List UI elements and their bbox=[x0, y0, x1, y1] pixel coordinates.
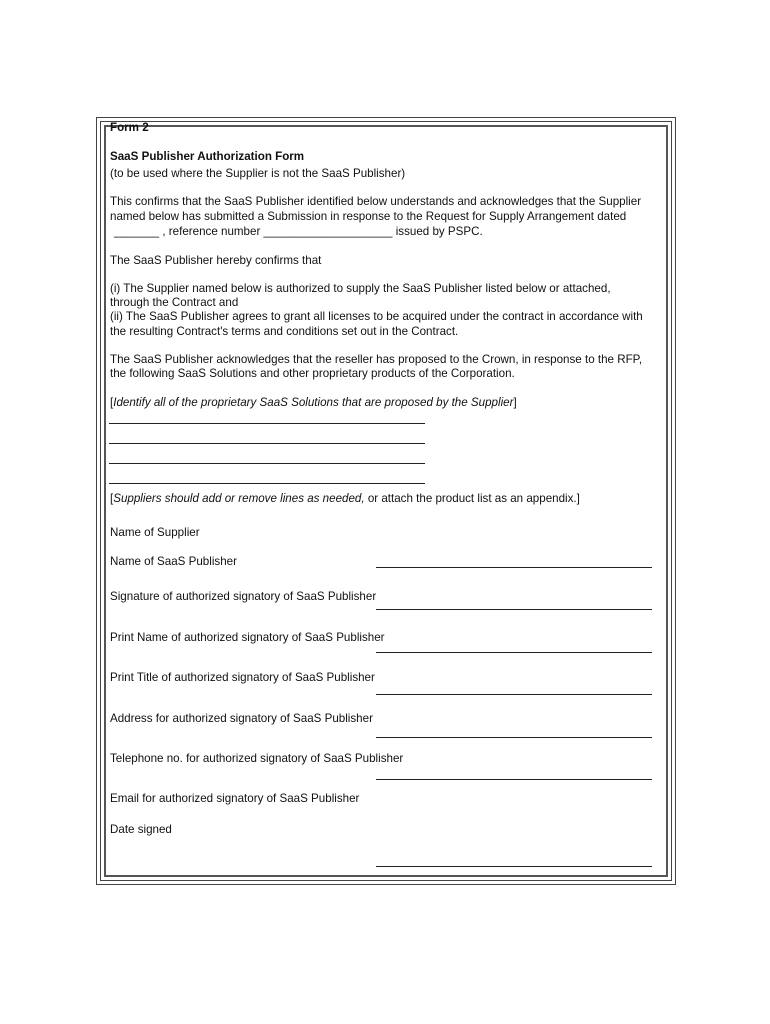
product-line-2[interactable] bbox=[109, 443, 425, 444]
acknowledge-line-2: the following SaaS Solutions and other proprietary products of the Corporation. bbox=[110, 367, 515, 380]
date-signed-line[interactable] bbox=[376, 866, 652, 867]
identify-instruction bbox=[110, 396, 517, 411]
address-label: Address for authorized signatory of SaaS Publisher bbox=[110, 712, 373, 725]
form-subtitle: (to be used where the Supplier is not the SaaS Publisher) bbox=[110, 167, 406, 180]
intro-line-3: _______ , reference number ____________________ issued by PSPC. bbox=[114, 225, 483, 238]
publisher-name-label: Name of SaaS Publisher bbox=[110, 555, 237, 568]
clause-ii-line-1: (ii) The SaaS Publisher agrees to grant all licenses to be acquired under the contract in accordance with bbox=[110, 310, 643, 323]
identify-italic-text: Identify all of the proprietary SaaS Solutions that are proposed by the Supplier bbox=[113, 396, 514, 409]
signature-line[interactable] bbox=[376, 609, 652, 610]
form-label: Form 2 bbox=[110, 121, 149, 134]
note-open-bracket: [ bbox=[110, 492, 114, 505]
supplier-name-label: Name of Supplier bbox=[110, 526, 200, 539]
publisher-name-line[interactable] bbox=[376, 567, 652, 568]
print-title-label: Print Title of authorized signatory of SaaS Publisher bbox=[110, 671, 375, 684]
product-line-3[interactable] bbox=[109, 463, 425, 464]
address-line[interactable] bbox=[376, 737, 652, 738]
confirm-heading: The SaaS Publisher hereby confirms that bbox=[110, 254, 322, 267]
suppliers-note bbox=[110, 492, 580, 507]
signature-label: Signature of authorized signatory of SaaS Publisher bbox=[110, 590, 377, 603]
clause-ii-line-2: the resulting Contract's terms and conditions set out in the Contract. bbox=[110, 325, 459, 338]
intro-line-1: This confirms that the SaaS Publisher identified below understands and acknowledges that the Supplier bbox=[110, 195, 642, 208]
identify-close-bracket: ] bbox=[513, 396, 517, 409]
identify-open-bracket: [ bbox=[110, 396, 114, 409]
print-name-label: Print Name of authorized signatory of SaaS Publisher bbox=[110, 631, 385, 644]
date-signed-label: Date signed bbox=[110, 823, 172, 836]
print-title-line[interactable] bbox=[376, 694, 652, 695]
form-title: SaaS Publisher Authorization Form bbox=[110, 150, 305, 163]
print-name-line[interactable] bbox=[376, 652, 652, 653]
note-rest-text: or attach the product list as an appendix.] bbox=[364, 492, 580, 505]
email-label: Email for authorized signatory of SaaS Publisher bbox=[110, 792, 360, 805]
intro-line-2: named below has submitted a Submission in response to the Request for Supply Arrangement dated bbox=[110, 210, 627, 223]
product-line-4[interactable] bbox=[109, 483, 425, 484]
note-italic-text: Suppliers should add or remove lines as needed, bbox=[113, 492, 365, 505]
acknowledge-line-1: The SaaS Publisher acknowledges that the reseller has proposed to the Crown, in response to the RFP, bbox=[110, 353, 643, 366]
clause-i-line-2: through the Contract and bbox=[110, 296, 239, 309]
product-line-1[interactable] bbox=[109, 423, 425, 424]
telephone-label: Telephone no. for authorized signatory of SaaS Publisher bbox=[110, 752, 404, 765]
telephone-line[interactable] bbox=[376, 779, 652, 780]
clause-i-line-1: (i) The Supplier named below is authorized to supply the SaaS Publisher listed below or attached, bbox=[110, 282, 611, 295]
